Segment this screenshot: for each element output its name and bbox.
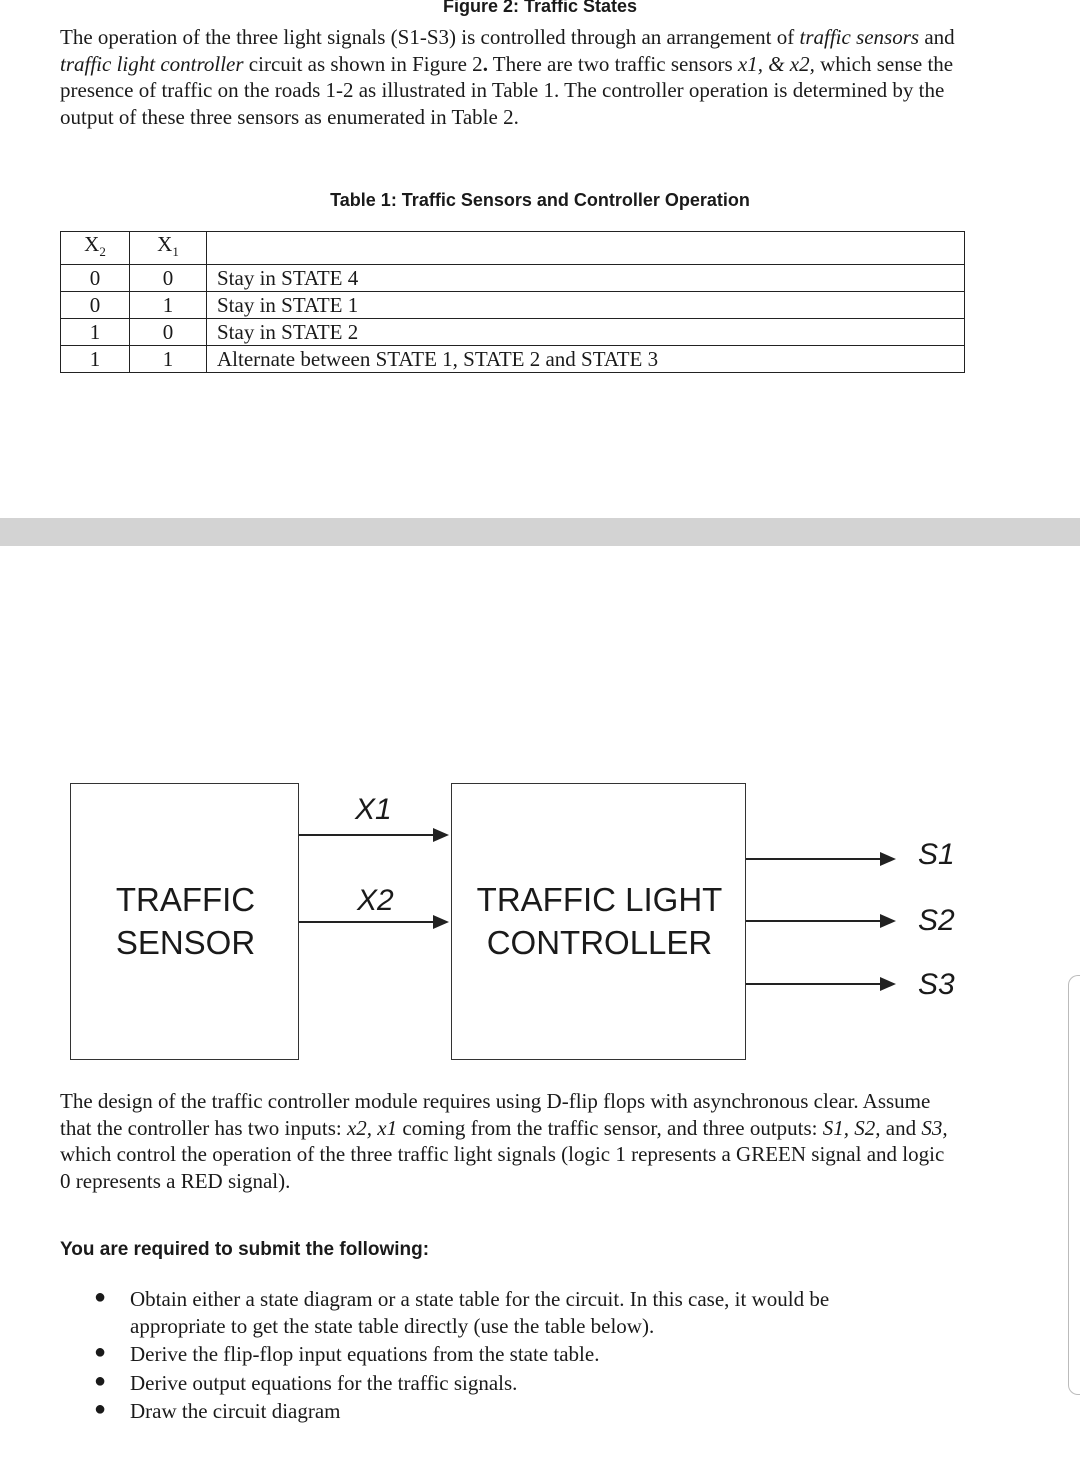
x1-arrowhead-icon [433,828,449,842]
cell-x1: 0 [130,319,207,346]
figure-title: Figure 2: Traffic States [442,0,638,16]
traffic-light-controller-box [451,783,746,1060]
requirement-item: Derive output equations for the traffic signals. [130,1371,518,1395]
cell-operation: Stay in STATE 4 [207,265,965,292]
table-row [61,265,965,292]
requirement-item: Obtain either a state diagram or a state table for the circuit. In this case, it would be appropriate to get the state table directly (use the table below). [130,1287,830,1338]
design-text-2: coming from the traffic sensor, and three outputs: [397,1115,823,1140]
cell-x1: 0 [130,265,207,292]
s1-label: S1 [918,838,955,871]
intro-emphasis-3: x1, & x2, [737,51,815,76]
cell-x1: 1 [130,292,207,319]
table-row [61,292,965,319]
intro-paragraph [60,24,970,130]
page-divider [0,518,1080,546]
x2-wire [299,921,433,923]
sensor-label-line-2: SENSOR [115,924,256,961]
s2-arrowhead-icon [880,914,896,928]
intro-text-4: There are two traffic sensors [487,51,738,76]
intro-text-5: which sense the presence of traffic on the roads 1-2 as illustrated in Table 1. The controller operation is determined by the output of these three sensors as enumerated in Table 2. [60,51,954,129]
table-title: Table 1: Traffic Sensors and Controller Operation [330,190,750,210]
table-row [61,319,965,346]
traffic-sensor-box [70,783,299,1060]
header-x2-sub: 2 [99,244,106,260]
header-x1-letter: X [157,232,173,256]
x1-wire [299,834,433,836]
design-paragraph [60,1088,950,1194]
side-scroll-handle[interactable] [1068,975,1080,1395]
controller-label [452,878,747,964]
cell-operation: Alternate between STATE 1, STATE 2 and STATE 3 [207,346,965,373]
s2-label: S2 [918,904,955,937]
header-x2-letter: X [84,232,100,256]
intro-emphasis-2: traffic light controller [60,51,244,76]
cell-operation: Stay in STATE 1 [207,292,965,319]
design-text-1: The design of the traffic controller module requires using D-flip flops with asynchronous clear. Assume that the controller has two inputs: [60,1089,931,1140]
traffic-sensor-label [71,878,300,964]
bullet-icon: ● [94,1286,107,1308]
design-emphasis-2: S1, S2, [822,1115,881,1140]
cell-x2: 1 [61,346,130,373]
requirements-heading: You are required to submit the following: [60,1239,430,1260]
s3-arrowhead-icon [880,977,896,991]
controller-label-line-1: TRAFFIC LIGHT [476,881,723,918]
s1-arrowhead-icon [880,852,896,866]
intro-text-2: and [919,25,955,49]
requirement-item: Derive the flip-flop input equations from the state table. [130,1342,600,1366]
s2-wire [746,920,880,922]
bullet-icon: ● [94,1398,107,1420]
sensor-table [60,231,965,373]
cell-operation: Stay in STATE 2 [207,319,965,346]
controller-label-line-2: CONTROLLER [486,924,713,961]
requirement-item: Draw the circuit diagram [130,1399,341,1423]
x2-arrowhead-icon [433,915,449,929]
x1-label: X1 [355,793,392,826]
design-emphasis-3: S3, [921,1115,948,1140]
x2-label: X2 [357,884,394,917]
header-x2 [61,232,130,265]
cell-x2: 0 [61,265,130,292]
header-operation [207,232,965,265]
bullet-icon: ● [94,1370,107,1392]
cell-x2: 0 [61,292,130,319]
design-text-4: which control the operation of the three traffic light signals (logic 1 represents a GREEN signal and logic 0 represents a RED signal). [60,1142,945,1193]
s3-label: S3 [918,968,955,1001]
cell-x2: 1 [61,319,130,346]
intro-emphasis-1: traffic sensors [799,25,920,49]
design-emphasis-1: x2, x1 [346,1115,398,1140]
s1-wire [746,858,880,860]
header-x1-sub: 1 [172,244,179,260]
header-x1 [130,232,207,265]
intro-text-1: The operation of the three light signals (S1-S3) is controlled through an arrangement of [60,25,800,49]
bullet-icon: ● [94,1341,107,1363]
design-text-3: and [880,1115,922,1140]
s3-wire [746,983,880,985]
intro-text-3: circuit as shown in Figure 2 [243,51,483,76]
sensor-label-line-1: TRAFFIC [115,881,256,918]
cell-x1: 1 [130,346,207,373]
intro-bold-dot: . [482,51,488,76]
table-row [61,346,965,373]
table-header-row [61,232,965,265]
